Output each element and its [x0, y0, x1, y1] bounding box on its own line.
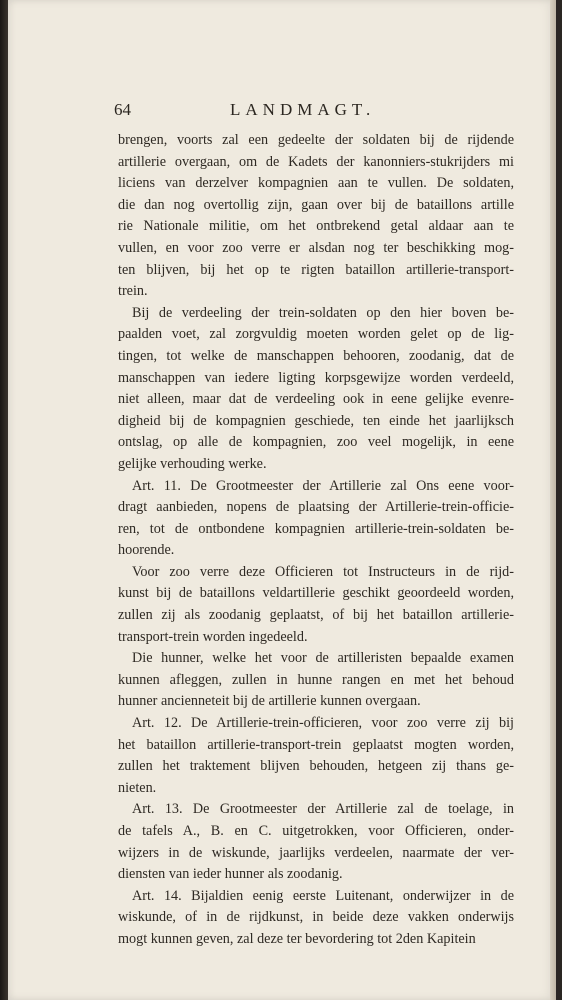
paragraph	[118, 476, 514, 562]
text-line: ontslag, op alle de kompagnien, zoo veel mogelijk, in eene	[118, 434, 514, 451]
page-header	[114, 100, 514, 126]
paragraph	[118, 648, 514, 713]
text-line: hunner ancienneteit bij de artillerie kunnen overgaan.	[118, 693, 421, 710]
paragraph	[118, 303, 514, 476]
text-line: gelijke verhouding werke.	[118, 455, 267, 472]
text-line: zullen zij als zoodanig geplaatst, of bij het bataillon artillerie-	[118, 607, 514, 624]
text-line: wiskunde, of in de rijdkunst, in beide deze vakken onderwijs	[118, 909, 514, 926]
text-line: Art. 13. De Grootmeester der Artillerie zal de toelage, in	[132, 801, 514, 818]
text-line: tingen, tot welke de manschappen behooren, zoodanig, dat de	[118, 347, 514, 364]
text-line: hoorende.	[118, 542, 175, 559]
paragraph	[118, 130, 514, 303]
text-line: digheid bij de kompagnien geschiede, ten einde het jaarlijksch	[118, 412, 514, 429]
text-line: zullen het traktement blijven behouden, hetgeen zij thans ge-	[118, 758, 514, 775]
text-line: mogt kunnen geven, zal deze ter bevordering tot 2den Kapitein	[118, 930, 476, 947]
text-line: de tafels A., B. en C. uitgetrokken, voor Officieren, onder-	[118, 823, 514, 839]
text-line: transport-trein worden ingedeeld.	[118, 628, 308, 645]
text-line: Die hunner, welke het voor de artilleristen bepaalde examen	[132, 650, 514, 667]
text-line: nieten.	[118, 779, 157, 796]
text-line: manschappen van iedere ligting korpsgewijze worden verdeeld,	[118, 369, 514, 386]
text-line: niet alleen, maar dat de verdeeling ook in eene gelijke evenre-	[118, 391, 514, 408]
text-line: Art. 12. De Artillerie-trein-officieren, voor zoo verre zij bij	[132, 715, 514, 732]
text-line: vullen, en voor zoo verre er alsdan nog ter beschikking mog-	[118, 239, 514, 256]
text-line: paalden voet, zal zorgvuldig moeten worden gelet op de lig-	[118, 326, 514, 343]
text-line: Voor zoo verre deze Officieren tot Instructeurs in de rijd-	[132, 563, 514, 580]
text-line: wijzers in de wiskunde, jaarlijks verdeelen, naarmate der ver-	[118, 844, 514, 861]
text-line: het bataillon artillerie-transport-trein geplaatst mogten worden,	[118, 736, 514, 753]
text-line: kunst bij de bataillons veldartillerie geschikt geoordeeld worden,	[118, 585, 514, 602]
text-line: Bij de verdeeling der trein-soldaten op den hier boven be-	[132, 304, 514, 321]
text-line: diensten van ieder hunner als zoodanig.	[118, 866, 343, 883]
paragraph	[118, 562, 514, 648]
book-spine-shadow	[0, 0, 8, 1000]
running-title: LANDMAGT.	[230, 100, 376, 119]
text-line: rie Nationale militie, om het ontbrekend getal aldaar aan te	[118, 218, 514, 235]
text-line: kunnen afleggen, zullen in hunne rangen en met het behoud	[118, 671, 514, 688]
text-line: liciens van derzelver kompagnien aan te vullen. De soldaten,	[118, 175, 514, 192]
text-line: Art. 11. De Grootmeester der Artillerie zal Ons eene voor-	[132, 477, 514, 494]
paragraph	[118, 713, 514, 799]
text-line: Art. 14. Bijaldien eenig eerste Luitenant, onderwijzer in de	[132, 887, 514, 904]
text-line: artillerie overgaan, om de Kadets der kanonniers-stukrijders mi	[118, 153, 514, 170]
body-text	[118, 130, 514, 951]
text-line: brengen, voorts zal een gedeelte der soldaten bij de rijdende	[118, 132, 514, 148]
text-line: ten blijven, bij het op te rigten bataillon artillerie-transport-	[118, 261, 514, 278]
text-line: ren, tot de ontbondene kompagnien artillerie-trein-soldaten be-	[118, 520, 514, 537]
text-line: dragt aanbieden, nopens de plaatsing der Artillerie-trein-officie-	[118, 499, 514, 516]
text-line: die dan nog overtollig zijn, gaan over bij de bataillons artille	[118, 196, 514, 213]
page-edge	[550, 0, 556, 1000]
paragraph	[118, 799, 514, 885]
page-number: 64	[114, 100, 131, 119]
paragraph	[118, 886, 514, 951]
text-line: trein.	[118, 283, 148, 300]
